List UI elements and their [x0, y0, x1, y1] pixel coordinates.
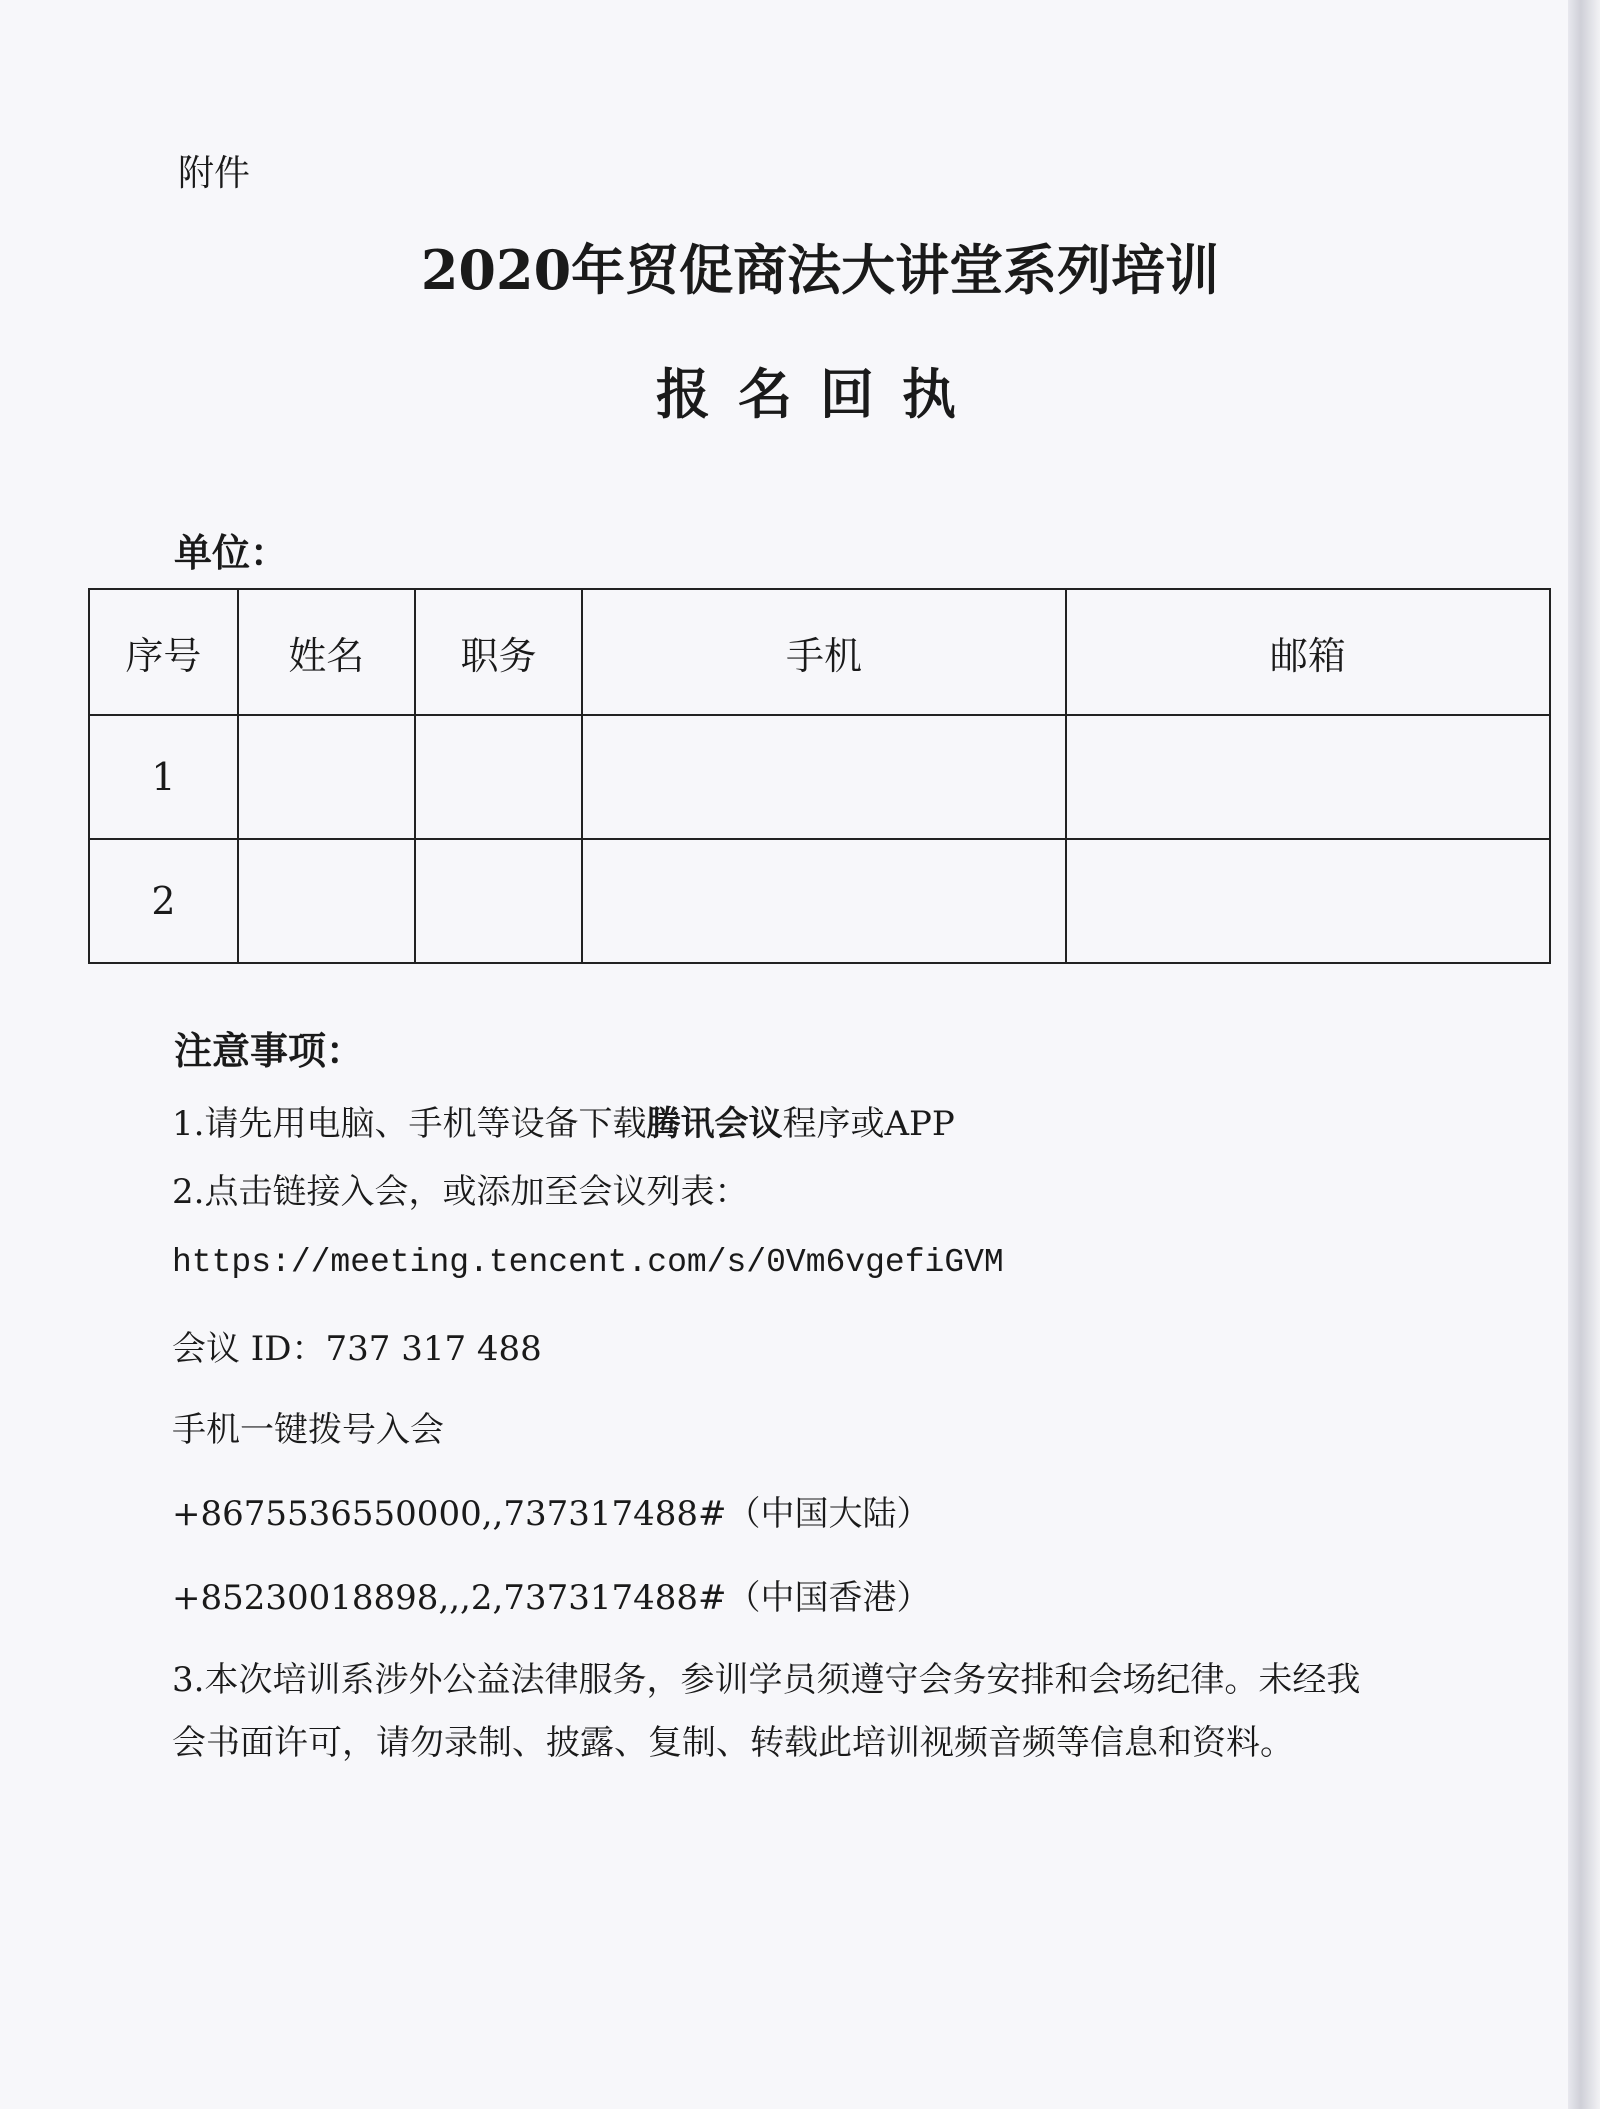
position-cell[interactable]	[415, 839, 583, 963]
note-1-text: 1.请先用电脑、手机等设备下载	[172, 1104, 647, 1144]
row-index: 2	[89, 839, 238, 963]
position-cell[interactable]	[415, 715, 583, 839]
scan-edge-shadow	[1568, 0, 1600, 2109]
email-cell[interactable]	[1066, 839, 1550, 963]
meeting-url-link[interactable]: https://meeting.tencent.com/s/0Vm6vgefiGVM	[172, 1244, 1004, 1281]
notes-heading: 注意事项：	[174, 1028, 365, 1073]
attachment-label: 附件	[178, 153, 251, 194]
dial-hongkong: +85230018898,,,2,737317488#（中国香港）	[172, 1578, 931, 1618]
header-cell-name: 姓名	[238, 589, 415, 715]
phone-cell[interactable]	[582, 839, 1065, 963]
tencent-meeting-app-name: 腾讯会议	[646, 1104, 783, 1144]
registration-table	[88, 588, 1551, 964]
header-cell-index: 序号	[89, 589, 238, 715]
header-cell-position: 职务	[415, 589, 583, 715]
unit-label: 单位：	[174, 530, 289, 575]
note-line-3b: 会书面许可，请勿录制、披露、复制、转载此培训视频音频等信息和资料。	[172, 1723, 1294, 1763]
dial-mainland: +8675536550000,,737317488#（中国大陆）	[172, 1494, 931, 1534]
header-cell-phone: 手机	[582, 589, 1065, 715]
dial-in-label: 手机一键拨号入会	[172, 1410, 444, 1450]
note-line-1	[172, 1096, 955, 1145]
table-header-row	[89, 589, 1550, 715]
phone-cell[interactable]	[582, 715, 1065, 839]
document-title: 2020年贸促商法大讲堂系列培训	[420, 238, 1220, 302]
name-cell[interactable]	[238, 839, 415, 963]
email-cell[interactable]	[1066, 715, 1550, 839]
note-line-3a: 3.本次培训系涉外公益法律服务，参训学员须遵守会务安排和会场纪律。未经我	[172, 1660, 1361, 1700]
note-1-suffix: 程序或APP	[782, 1104, 955, 1144]
table-row	[89, 715, 1550, 839]
document-subtitle: 报名回执	[656, 362, 984, 426]
meeting-id: 会议 ID：737 317 488	[172, 1329, 542, 1369]
note-line-2: 2.点击链接入会，或添加至会议列表：	[172, 1172, 749, 1212]
header-cell-email: 邮箱	[1066, 589, 1550, 715]
row-index: 1	[89, 715, 238, 839]
table-row	[89, 839, 1550, 963]
name-cell[interactable]	[238, 715, 415, 839]
